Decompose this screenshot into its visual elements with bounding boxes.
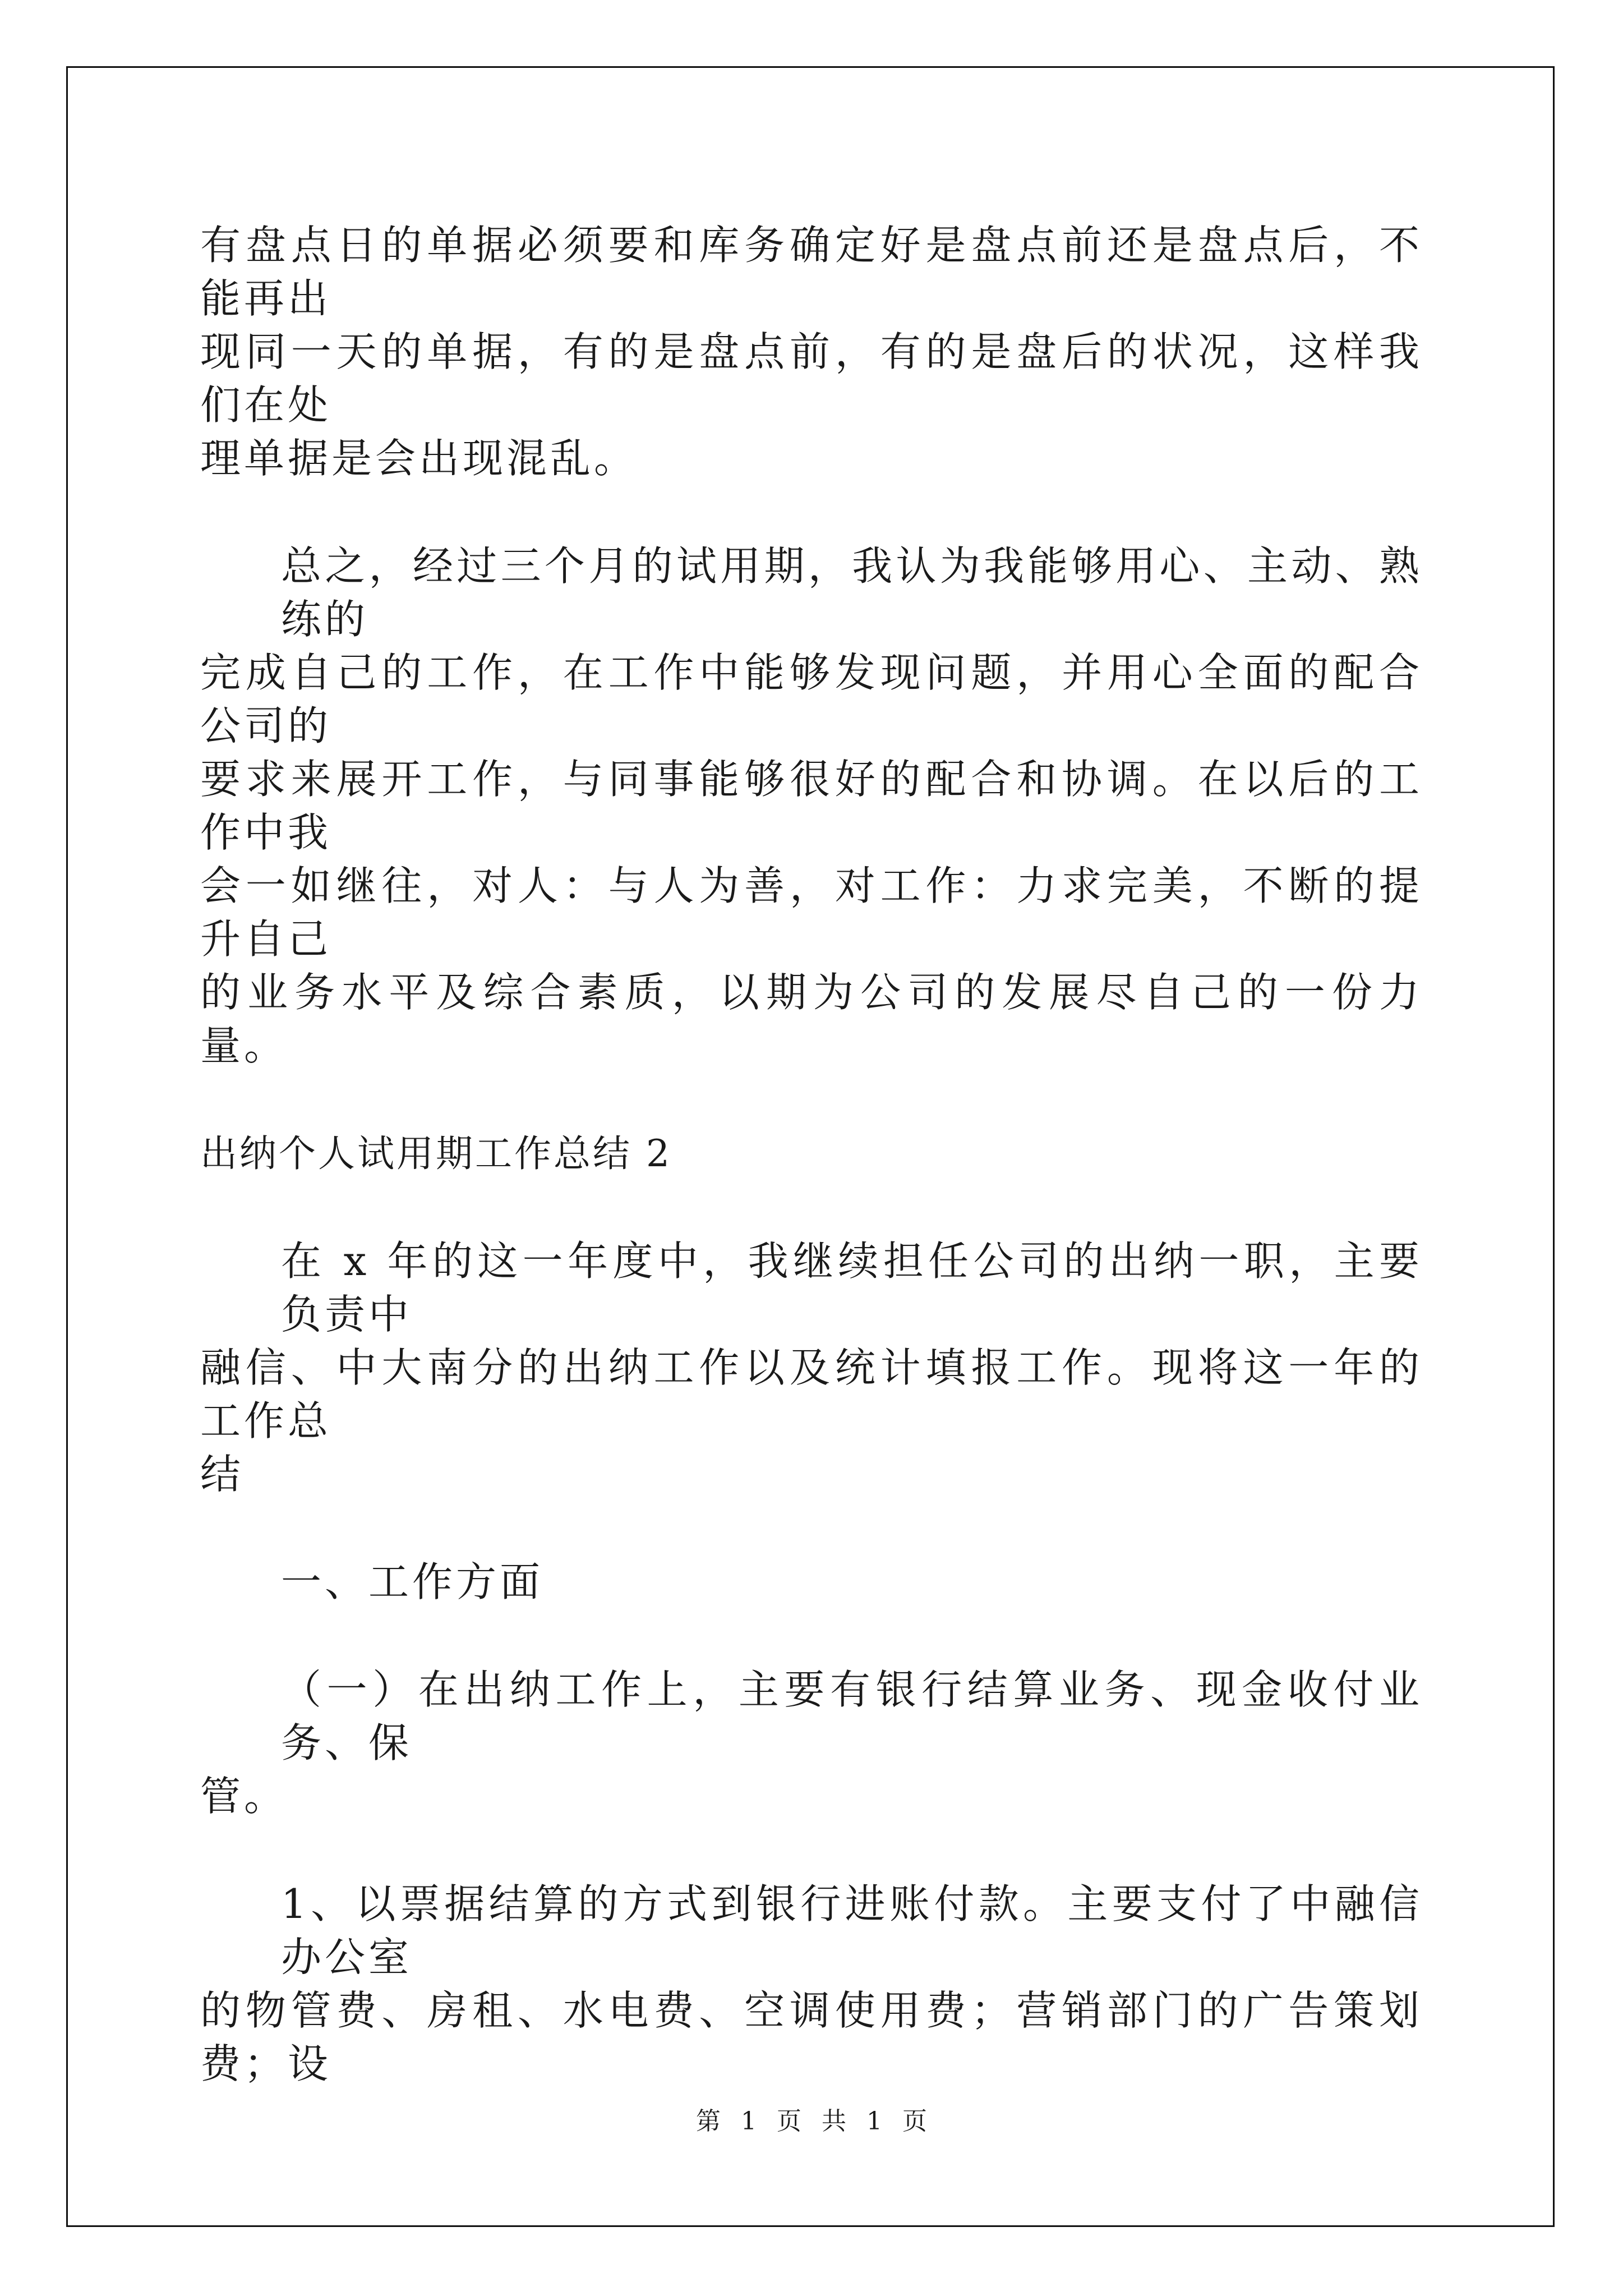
paragraph-year-intro xyxy=(200,1235,1423,1501)
text-line: 管。 xyxy=(200,1773,288,1820)
text-line: 理单据是会出现混乱。 xyxy=(200,435,638,482)
paragraph-cashier-work xyxy=(200,1663,1423,1823)
document-body xyxy=(200,219,1423,2145)
total-pages: 共 1 页 xyxy=(822,2107,927,2136)
text-line: 在 x 年的这一年度中，我继续担任公司的出纳一职，主要负责中 xyxy=(281,1237,1423,1338)
text-line: 融信、中大南分的出纳工作以及统计填报工作。现将这一年的工作总 xyxy=(200,1344,1423,1444)
text-line: 结 xyxy=(200,1451,245,1498)
paragraph-inventory-notes xyxy=(200,219,1423,485)
page-footer xyxy=(0,2101,1623,2137)
page-number: 第 1 页 xyxy=(696,2107,801,2136)
text-line: 会一如继往，对人：与人为善，对工作：力求完美，不断的提升自己 xyxy=(200,862,1423,963)
text-line: 现同一天的单据，有的是盘点前，有的是盘后的状况，这样我们在处 xyxy=(200,328,1423,429)
paragraph-bill-settlement xyxy=(200,1878,1423,2091)
text-line: 一、工作方面 xyxy=(281,1558,544,1605)
text-line: 完成自己的工作，在工作中能够发现问题，并用心全面的配合公司的 xyxy=(200,649,1423,749)
text-line: 有盘点日的单据必须要和库务确定好是盘点前还是盘点后，不能再出 xyxy=(200,222,1423,322)
text-line: 的业务水平及综合素质，以期为公司的发展尽自己的一份力量。 xyxy=(200,969,1423,1069)
section-heading: 出纳个人试用期工作总结 2 xyxy=(200,1132,672,1175)
paragraph-summary xyxy=(200,540,1423,1073)
text-line: 1、以票据结算的方式到银行进账付款。主要支付了中融信办公室 xyxy=(281,1880,1423,1981)
text-line: 总之，经过三个月的试用期，我认为我能够用心、主动、熟练的 xyxy=(281,542,1423,643)
text-line: 的物管费、房租、水电费、空调使用费；营销部门的广告策划费；设 xyxy=(200,1987,1423,2087)
text-line: 要求来展开工作，与同事能够很好的配合和协调。在以后的工作中我 xyxy=(200,756,1423,856)
text-line: （一）在出纳工作上，主要有银行结算业务、现金收付业务、保 xyxy=(281,1666,1423,1766)
paragraph-work-aspect xyxy=(200,1556,1423,1609)
